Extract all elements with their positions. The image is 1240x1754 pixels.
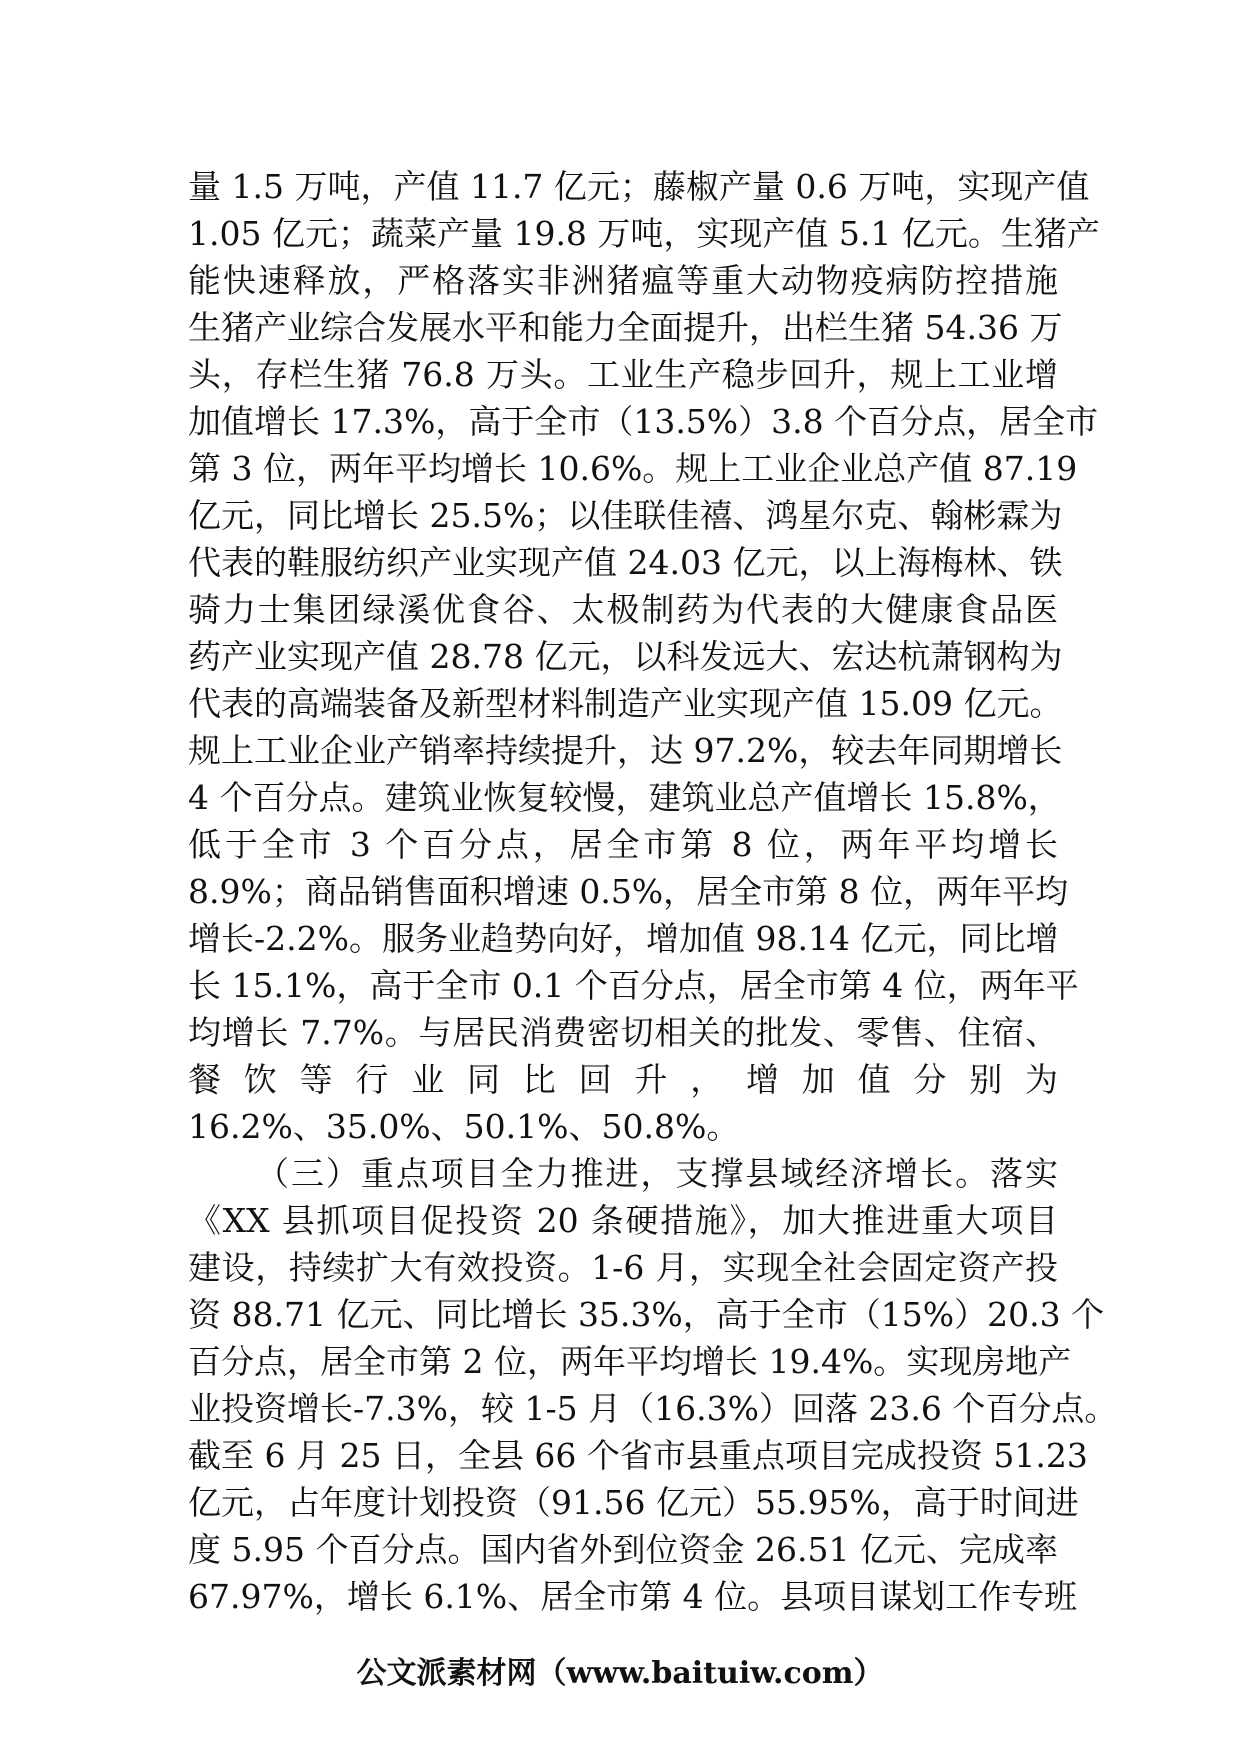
footer-watermark: 公文派素材网（www.baituiw.com） xyxy=(356,1656,884,1691)
text-line: 药产业实现产值 28.78 亿元，以科发远大、宏达杭萧钢构为 xyxy=(188,637,1063,676)
section-heading-line: （三）重点项目全力推进，支撑县域经济增长。落实 xyxy=(256,1154,1058,1193)
document-body xyxy=(188,163,1118,1620)
text-line: 16.2%、35.0%、50.1%、50.8%。 xyxy=(188,1107,740,1146)
text-line: 规上工业企业产销率持续提升，达 97.2%，较去年同期增长 xyxy=(188,731,1063,770)
text-line: 长 15.1%，高于全市 0.1 个百分点，居全市第 4 位，两年平 xyxy=(188,966,1079,1005)
text-line: 头，存栏生猪 76.8 万头。工业生产稳步回升，规上工业增 xyxy=(188,355,1058,394)
text-line: 增长-2.2%。服务业趋势向好，增加值 98.14 亿元，同比增 xyxy=(188,919,1059,958)
text-line: 67.97%，增长 6.1%、居全市第 4 位。县项目谋划工作专班 xyxy=(188,1577,1078,1616)
text-line: 量 1.5 万吨，产值 11.7 亿元；藤椒产量 0.6 万吨，实现产值 xyxy=(188,167,1090,206)
text-line: 建设，持续扩大有效投资。1-6 月，实现全社会固定资产投 xyxy=(188,1248,1058,1287)
text-line: 均增长 7.7%。与居民消费密切相关的批发、零售、住宿、 xyxy=(188,1013,1058,1052)
text-line: 骑力士集团绿溪优食谷、太极制药为代表的大健康食品医 xyxy=(188,590,1058,629)
text-line: 第 3 位，两年平均增长 10.6%。规上工业企业总产值 87.19 xyxy=(188,449,1078,488)
text-line: 低于全市 3 个百分点，居全市第 8 位，两年平均增长 xyxy=(188,825,1058,864)
text-line: 亿元，占年度计划投资（91.56 亿元）55.95%，高于时间进 xyxy=(188,1483,1079,1522)
text-line: 亿元，同比增长 25.5%；以佳联佳禧、鸿星尔克、翰彬霖为 xyxy=(188,496,1063,535)
text-line: 1.05 亿元；蔬菜产量 19.8 万吨，实现产值 5.1 亿元。生猪产 xyxy=(188,214,1100,253)
text-line: 代表的高端装备及新型材料制造产业实现产值 15.09 亿元。 xyxy=(188,684,1063,723)
text-line: 4 个百分点。建筑业恢复较慢，建筑业总产值增长 15.8%， xyxy=(188,778,1061,817)
text-line: 度 5.95 个百分点。国内省外到位资金 26.51 亿元、完成率 xyxy=(188,1530,1058,1569)
text-line: 资 88.71 亿元、同比增长 35.3%，高于全市（15%）20.3 个 xyxy=(188,1295,1105,1334)
text-line: 餐饮等行业同比回升，增加值分别为 xyxy=(188,1060,1058,1099)
text-line: 业投资增长-7.3%，较 1-5 月（16.3%）回落 23.6 个百分点。 xyxy=(188,1389,1118,1428)
text-line: 百分点，居全市第 2 位，两年平均增长 19.4%。实现房地产 xyxy=(188,1342,1072,1381)
text-line: 《XX 县抓项目促投资 20 条硬措施》，加大推进重大项目 xyxy=(188,1201,1058,1240)
text-line: 加值增长 17.3%，高于全市（13.5%）3.8 个百分点，居全市 xyxy=(188,402,1099,441)
text-line: 生猪产业综合发展水平和能力全面提升，出栏生猪 54.36 万 xyxy=(188,308,1063,347)
text-line: 能快速释放，严格落实非洲猪瘟等重大动物疫病防控措施 xyxy=(188,261,1058,300)
text-line: 截至 6 月 25 日，全县 66 个省市县重点项目完成投资 51.23 xyxy=(188,1436,1088,1475)
text-line: 代表的鞋服纺织产业实现产值 24.03 亿元，以上海梅林、铁 xyxy=(188,543,1063,582)
text-line: 8.9%；商品销售面积增速 0.5%，居全市第 8 位，两年平均 xyxy=(188,872,1069,911)
